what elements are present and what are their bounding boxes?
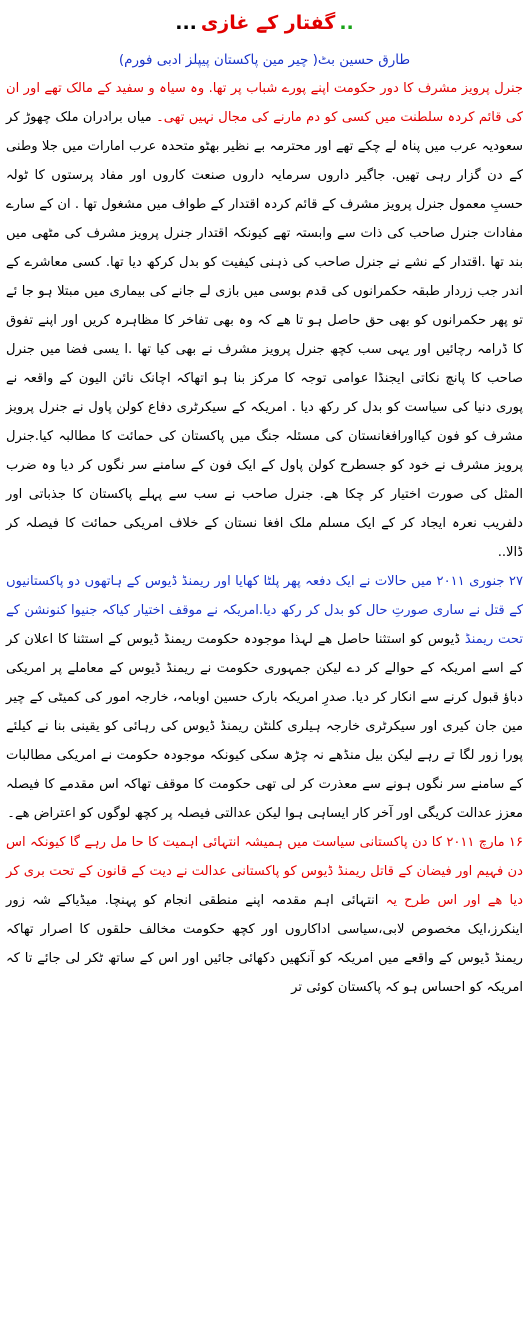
paragraph-1-highlight: جنرل پرویز مشرف کا دور حکومت اپنے پورے شباب پر تھا. وہ سیاہ و سفید کے مالک تھے اور ان کی قائم کردہ سلطنت میں کسی کو دم مارنے کی مجال نہیں تھی۔ [6,81,523,125]
paragraph-2-body: ڈیوس کو استثنا حاصل ھے لہذا موجودہ حکومت ریمنڈ ڈیوس کے استثنا کا اعلان کر کے اسے امریکہ کے حوالے کر دے لیکن جمہوری حکومت نے ریمنڈ ڈیوس کے معاملے پر امریکی دباؤ قبول کرنے سے انکار کر دیا. صدرِ امریکہ بارک حسین اوبامہ، خارجہ امور کی کمیٹی کے چیر مین جان کیری اور سیکرٹری خارجہ ہیلری کلنٹن ریمنڈ ڈیوس کی رہائی کو یقینی بنا نے کیلئے پورا زور لگا تے رہے لیکن بیل منڈھے نہ چڑھ سکی کیونکہ موجودہ حکومت نے امریکی مطالبات کے سامنے سر نگوں ہونے سے معذرت کر لی تھی حکومت کا موقف تھاکہ اس مقدمے کا فیصلہ معزز عدالت کریگی اور آخر کار ایساہی ہوا لیکن عدالتی فیصلہ پر کچھ لوگوں کو اعتراض ھے۔ [6,632,523,821]
paragraph-1 [6,74,523,567]
paragraph-3-highlight: ۱۶ مارچ ۲۰۱۱ کا دن پاکستانی سیاست میں ہمیشہ انتہائی اہمیت کا حا مل رہے گا کیونکہ اس دن فہیم اور فیضان کے قاتل ریمنڈ ڈیوس کو پاکستانی عدالت نے دیت کے قانون کے تحت بری کر دیا ھے اور اس طرح یہ [6,835,523,908]
paragraph-3-body: انتہائی اہم مقدمہ اپنے منطقی انجام کو پہنچا. میڈیاکے شہ زور اینکرز،ایک مخصوص لابی،سیاسی اداکاروں اور کچھ حکومت مخالف حلقوں کا اصرار تھاکہ ریمنڈ ڈیوس کے واقعے میں امریکہ کو آنکھیں دکھائی جائیں اور اس کے ساتھ ٹکر لی جائے تا کہ امریکہ کو احساس ہو کہ پاکستان کوئی تر [6,893,523,995]
title-text: گفتار کے غازی [200,12,336,34]
paragraph-2-highlight: ۲۷ جنوری ۲۰۱۱ میں حالات نے ایک دفعہ پھر پلٹا کھایا اور ریمنڈ ڈیوس کے ہاتھوں دو پاکستانیوں کے قتل نے ساری صورتِ حال کو بدل کر رکھ دیا.امریکہ نے موقف اختیار کیاکہ جنیوا کنونشن کے تحت ریمنڈ [6,574,523,647]
author-line: طارق حسین بٹ( چیر مین پاکستان پیپلز ادبی فورم) [118,52,411,68]
title-prefix: .. [339,12,354,34]
title-suffix: ... [175,12,197,34]
paragraph-1-body: میاں برادران ملک چھوڑ کر سعودیہ عرب میں پناہ لے چکے تھے اور محترمہ بے نظیر بھٹو متحدہ عرب امارات میں جلا وطنی کے دن گزار رہی تھیں. جاگیر داروں سرمایہ داروں صنعت کاروں اور مفاد پرستوں کا ٹولہ حسبِ معمول جنرل پرویز مشرف کے قائم کردہ اقتدار کے طواف میں مشغول تھا . ان کے سارے مفادات جنرل صاحب کی ذات سے وابستہ تھے کیونکہ اقتدار جنرل پرویز مشرف کی مٹھی میں بند تھا .اقتدار کے نشے نے جنرل صاحب کی ذہنی کیفیت کو بدل کرکھ دیا تھا. کسی معاشرے کے اندر جب زردار طبقہ حکمرانوں کی قدم بوسی میں بازی لے جانے کی بیماری میں مبتلا ہو جا ئے تو پھر حکمرانوں کو بھی حق حاصل ہو تا ھے کہ وہ بھی تفاخر کا مظاہرہ کریں اور اپنے تفوق کا ڈرامہ رچائیں اور یہی سب کچھ جنرل پرویز مشرف نے بھی کیا تھا .ا یسی فضا میں جنرل صاحب کا پانچ نکاتی ایجنڈا عوامی توجہ کا مرکز بنا ہو اتھاکہ اچانک نائن الیون کے واقعہ نے پوری دنیا کی سیاست کو بدل کر رکھ دیا . امریکہ کے سیکرٹری دفاع کولن پاول نے جنرل پرویز مشرف کو فون کیااورافغانستان کی مسئلہ جنگ میں پاکستان کی حمائت کا مطالبہ کیا.جنرل پرویز مشرف نے خود کو جسطرح کولن پاول کے ایک فون کے سامنے سر نگوں کر دیا وہ ضرب المثل کی صورت اختیار کر چکا ھے. جنرل صاحب نے سب سے پہلے پاکستان کا جذباتی اور دلفریب نعرہ ایجاد کر کے ایک مسلم ملک افغا نستان کے خلاف امریکی حمائت کا فیصلہ کر ڈالا.. [6,110,523,560]
paragraph-3 [6,828,523,1002]
paragraph-2 [6,567,523,828]
article-title [6,0,523,46]
